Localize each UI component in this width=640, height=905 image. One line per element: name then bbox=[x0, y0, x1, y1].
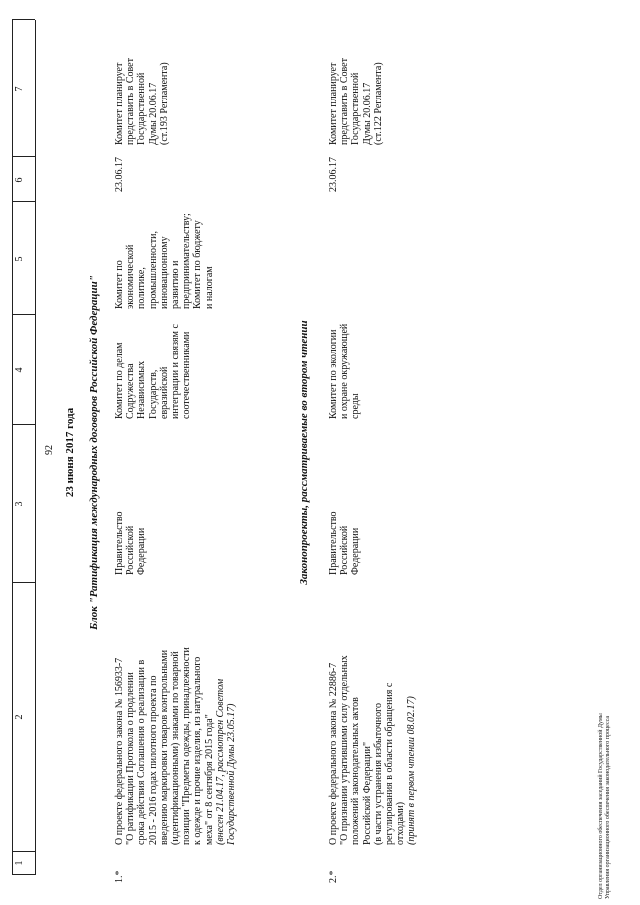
column-number-5: 5 bbox=[14, 256, 25, 262]
column-number-1: 1 bbox=[14, 860, 25, 866]
column-number-2: 2 bbox=[14, 714, 25, 720]
plan-line: Государственной bbox=[350, 72, 362, 145]
plan-line: представить в Совет bbox=[339, 58, 351, 145]
description-line: срока действия Соглашения о реализации в bbox=[136, 659, 148, 845]
description-line: меха" от 8 сентября 2015 года" bbox=[203, 714, 215, 845]
responsible-line: среды bbox=[350, 393, 362, 419]
co-executor-line: промышленности, bbox=[147, 231, 159, 309]
description-line: (идентификационными) знаками по товарной bbox=[170, 651, 182, 845]
row-date: 23.06.17 bbox=[328, 157, 339, 192]
plan-line: Комитет планирует bbox=[328, 62, 339, 145]
header-divider bbox=[12, 582, 35, 583]
column-number-4: 4 bbox=[14, 367, 25, 373]
header-divider bbox=[12, 19, 35, 20]
co-executor-line: Комитет по bbox=[114, 260, 125, 309]
responsible-line: Содружества bbox=[125, 363, 137, 419]
footer bbox=[598, 713, 612, 899]
header-divider bbox=[12, 314, 35, 315]
row-plan bbox=[328, 20, 384, 145]
responsible-line: соотечественниками bbox=[181, 331, 193, 419]
plan-line: Комитет планирует bbox=[114, 62, 125, 145]
row-number: 1.* bbox=[114, 870, 125, 883]
block-title: Блок "Ратификация международных договоров Российской Федерации" bbox=[88, 275, 100, 630]
row-initiator bbox=[328, 455, 362, 575]
initiator-line: Правительство bbox=[328, 511, 339, 575]
row-description bbox=[114, 575, 237, 845]
description-line: отходами) bbox=[395, 801, 407, 845]
description-line: к одежде и прочие изделия, из натурального bbox=[192, 656, 204, 845]
description-line: 2015 - 2016 годах пилотного проекта по bbox=[147, 675, 159, 845]
header-divider bbox=[12, 851, 35, 852]
co-executor-line: Комитет по бюджету bbox=[192, 220, 204, 309]
column-number-7: 7 bbox=[14, 86, 25, 92]
responsible-line: евразийской bbox=[158, 366, 170, 419]
co-executor-line: развитию и bbox=[170, 260, 182, 309]
row-number: 2.* bbox=[328, 870, 339, 883]
date-heading: 23 июня 2017 года bbox=[64, 407, 76, 498]
description-line: регулирования в области обращения с bbox=[384, 682, 396, 845]
co-executor-line: и налогам bbox=[203, 266, 215, 309]
header-bottom-rule bbox=[35, 20, 36, 875]
footer-line: Отдел организационного обеспечения заседаний Государственной Думы bbox=[598, 713, 604, 899]
description-line: "О ратификации Протокола о продлении bbox=[125, 672, 137, 845]
initiator-line: Правительство bbox=[114, 511, 125, 575]
row-responsible-committee bbox=[114, 301, 192, 419]
responsible-line: Государств, bbox=[147, 369, 159, 419]
initiator-line: Федерации bbox=[136, 527, 148, 575]
note-line: (принят в первом чтении 08.02.17) bbox=[406, 696, 418, 845]
header-divider bbox=[12, 424, 35, 425]
row-co-executors bbox=[114, 189, 215, 309]
plan-line: представить в Совет bbox=[125, 58, 137, 145]
initiator-line: Федерации bbox=[350, 527, 362, 575]
header-divider bbox=[12, 201, 35, 202]
note-line: (внесен 21.04.17, рассмотрен Советом bbox=[214, 678, 226, 845]
initiator-line: Российской bbox=[125, 525, 137, 575]
description-line: (в части устранения избыточного bbox=[372, 703, 384, 845]
note-line: Государственной Думы 23.05.17) bbox=[226, 703, 238, 845]
responsible-line: интеграции и связям с bbox=[170, 324, 182, 419]
plan-line: Думы 20.06.17 bbox=[361, 82, 373, 145]
description-line: позиции "Предметы одежды, принадлежности bbox=[181, 647, 193, 845]
row-date: 23.06.17 bbox=[114, 157, 125, 192]
plan-line: Думы 20.06.17 bbox=[147, 82, 159, 145]
description-line: О проекте федерального закона № 22886-7 bbox=[328, 662, 339, 845]
description-line: О проекте федерального закона № 156933-7 bbox=[114, 657, 125, 845]
responsible-line: и охране окружающей bbox=[339, 323, 351, 419]
responsible-line: Комитет по делам bbox=[114, 342, 125, 419]
row-plan bbox=[114, 20, 170, 145]
description-line: Российской Федерации" bbox=[361, 741, 373, 845]
column-number-header bbox=[12, 0, 35, 905]
footer-line: Управления организационного обеспечения законодательного процесса bbox=[605, 715, 611, 899]
description-line: положений законодательных актов bbox=[350, 697, 362, 845]
row-description bbox=[328, 575, 418, 845]
column-number-3: 3 bbox=[14, 501, 25, 507]
plan-line: (ст.193 Регламента) bbox=[158, 62, 170, 145]
plan-line: Государственной bbox=[136, 72, 148, 145]
co-executor-line: инновационному bbox=[158, 236, 170, 309]
co-executor-line: экономической bbox=[125, 244, 137, 309]
section-title: Законопроекты, рассматриваемые во втором чтении bbox=[298, 320, 310, 585]
column-number-6: 6 bbox=[14, 177, 25, 183]
description-line: введению маркировки товаров контрольными bbox=[158, 649, 170, 845]
responsible-line: Комитет по экологии bbox=[328, 329, 339, 419]
co-executor-line: политике, bbox=[136, 267, 148, 309]
header-top-rule bbox=[12, 20, 13, 875]
co-executor-line: предпринимательству; bbox=[181, 213, 193, 309]
description-line: "О признании утратившими силу отдельных bbox=[339, 655, 351, 845]
initiator-line: Российской bbox=[339, 525, 351, 575]
responsible-line: Независимых bbox=[136, 360, 148, 419]
row-initiator bbox=[114, 455, 148, 575]
plan-line: (ст.122 Регламента) bbox=[372, 62, 384, 145]
page-number: 92 bbox=[44, 445, 55, 455]
header-divider bbox=[12, 874, 35, 875]
row-responsible-committee bbox=[328, 301, 362, 419]
header-divider bbox=[12, 156, 35, 157]
